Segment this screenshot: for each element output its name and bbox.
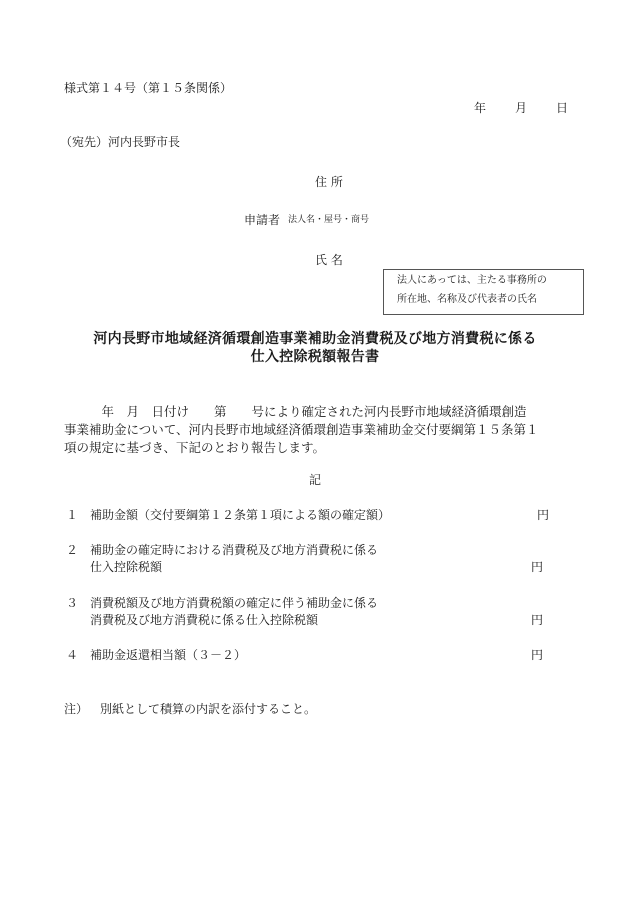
document-title-line1: 河内長野市地域経済循環創造事業補助金消費税及び地方消費税に係る — [93, 331, 537, 347]
address-label: 住 所 — [315, 175, 343, 189]
ki-heading: 記 — [309, 473, 322, 487]
addressee: （宛先）河内長野市長 — [60, 135, 181, 149]
corp-note-line2: 所在地、名称及び代表者の氏名 — [397, 294, 537, 305]
applicant-note: 法人名・屋号・商号 — [288, 215, 370, 225]
item-3-text-line1: 消費税額及び地方消費税額の確定に伴う補助金に係る — [90, 596, 379, 610]
item-1-unit: 円 — [537, 508, 550, 522]
corp-note-bracket-right — [577, 269, 584, 315]
item-2-text-line2: 仕入控除税額 — [90, 560, 163, 574]
date-day: 日 — [556, 101, 569, 115]
form-number: 様式第１４号（第１５条関係） — [64, 81, 233, 95]
date-month: 月 — [515, 101, 528, 115]
name-label: 氏 名 — [315, 253, 343, 267]
item-3-number: ３ — [66, 596, 79, 610]
corp-note-line1: 法人にあっては、主たる事務所の — [397, 275, 547, 286]
item-1-number: １ — [66, 508, 79, 522]
item-4-unit: 円 — [531, 648, 544, 662]
item-2-number: ２ — [66, 543, 79, 557]
item-3-unit: 円 — [531, 613, 544, 627]
note-text: 別紙として積算の内訳を添付すること。 — [100, 702, 317, 716]
item-4-number: ４ — [66, 648, 79, 662]
document-title-line2: 仕入控除税額報告書 — [250, 349, 380, 365]
item-1-text: 補助金額（交付要綱第１２条第１項による額の確定額） — [90, 508, 391, 522]
applicant-label: 申請者 — [244, 213, 281, 227]
item-4-text: 補助金返還相当額（３－２） — [90, 648, 247, 662]
item-2-unit: 円 — [531, 560, 544, 574]
body-line2: 事業補助金について、河内長野市地域経済循環創造事業補助金交付要綱第１５条第１ — [64, 422, 539, 437]
item-3-text-line2: 消費税及び地方消費税に係る仕入控除税額 — [90, 613, 319, 627]
note-label: 注） — [64, 702, 89, 716]
date-year: 年 — [474, 101, 487, 115]
body-line1: 年 月 日付け 第 号により確定された河内長野市地域経済循環創造 — [64, 404, 527, 419]
body-line3: 項の規定に基づき、下記のとおり報告します。 — [64, 440, 326, 455]
item-2-text-line1: 補助金の確定時における消費税及び地方消費税に係る — [90, 543, 379, 557]
